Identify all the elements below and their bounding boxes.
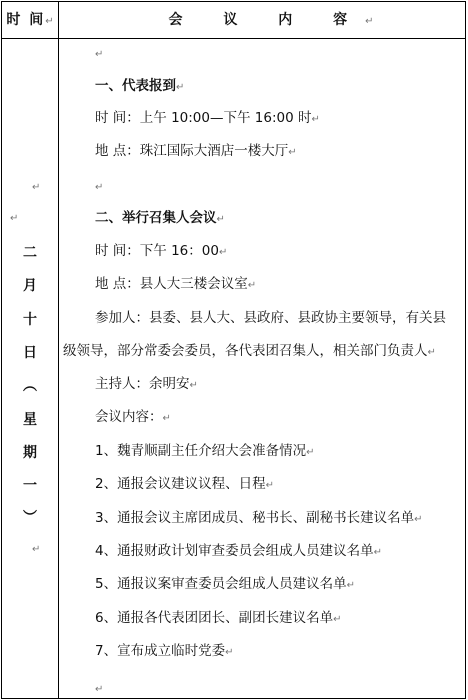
schedule-table — [1, 1, 466, 699]
section1-place: 地 点：珠江国际大酒店一楼大厅↵ — [95, 143, 297, 159]
agenda-item: 6、通报各代表团团长、副团长建议名单↵ — [95, 610, 342, 626]
agenda-item: 2、通报会议建议议程、日程↵ — [95, 476, 274, 492]
agenda-item: 1、魏青顺副主任介绍大会准备情况↵ — [95, 443, 315, 459]
time-column — [2, 39, 58, 698]
paragraph-mark: ↵ — [95, 49, 104, 60]
section2-place: 地 点：县人大三楼会议室↵ — [95, 276, 257, 292]
date-char: 月 — [23, 278, 37, 294]
content-column — [59, 39, 465, 698]
section1-heading: 一、代表报到↵ — [95, 78, 185, 94]
section2-heading: 二、举行召集人会议↵ — [95, 210, 225, 226]
agenda-item: 7、宣布成立临时党委↵ — [95, 643, 234, 659]
header-content: 会 议 内 容↵ — [168, 12, 374, 28]
section2-agenda-label: 会议内容：↵ — [95, 409, 171, 425]
paragraph-mark: ↵ — [10, 213, 19, 224]
section2-host: 主持人：余明安↵ — [95, 376, 198, 392]
paragraph-mark: ↵ — [32, 182, 41, 193]
header-time: 时 间↵ — [6, 12, 54, 28]
date-char: 期 — [23, 445, 37, 461]
date-char: 一 — [23, 478, 37, 494]
date-char: ︵ — [23, 378, 37, 394]
section2-participants: 参加人：县委、县人大、县政府、县政协主要领导，有关县 — [95, 310, 446, 326]
date-char: 二 — [23, 245, 37, 261]
date-char: 日 — [23, 345, 37, 361]
agenda-item: 4、通报财政计划审查委员会组成人员建议名单↵ — [95, 543, 382, 559]
date-char: 星 — [23, 412, 37, 428]
section1-time: 时 间：上午 10:00—下午 16:00 时↵ — [95, 110, 320, 126]
paragraph-mark: ↵ — [32, 544, 41, 555]
paragraph-mark: ↵ — [95, 684, 104, 695]
section2-time: 时 间：下午 16：00↵ — [95, 243, 228, 259]
date-char: 十 — [23, 312, 37, 328]
agenda-item: 3、通报会议主席团成员、秘书长、副秘书长建议名单↵ — [95, 510, 423, 526]
section2-participants-cont: 级领导，部分常委会委员，各代表团召集人，相关部门负责人↵ — [63, 343, 436, 359]
paragraph-mark: ↵ — [95, 182, 104, 193]
agenda-item: 5、通报议案审查委员会组成人员建议名单↵ — [95, 576, 355, 592]
date-char: ︶ — [23, 510, 37, 526]
